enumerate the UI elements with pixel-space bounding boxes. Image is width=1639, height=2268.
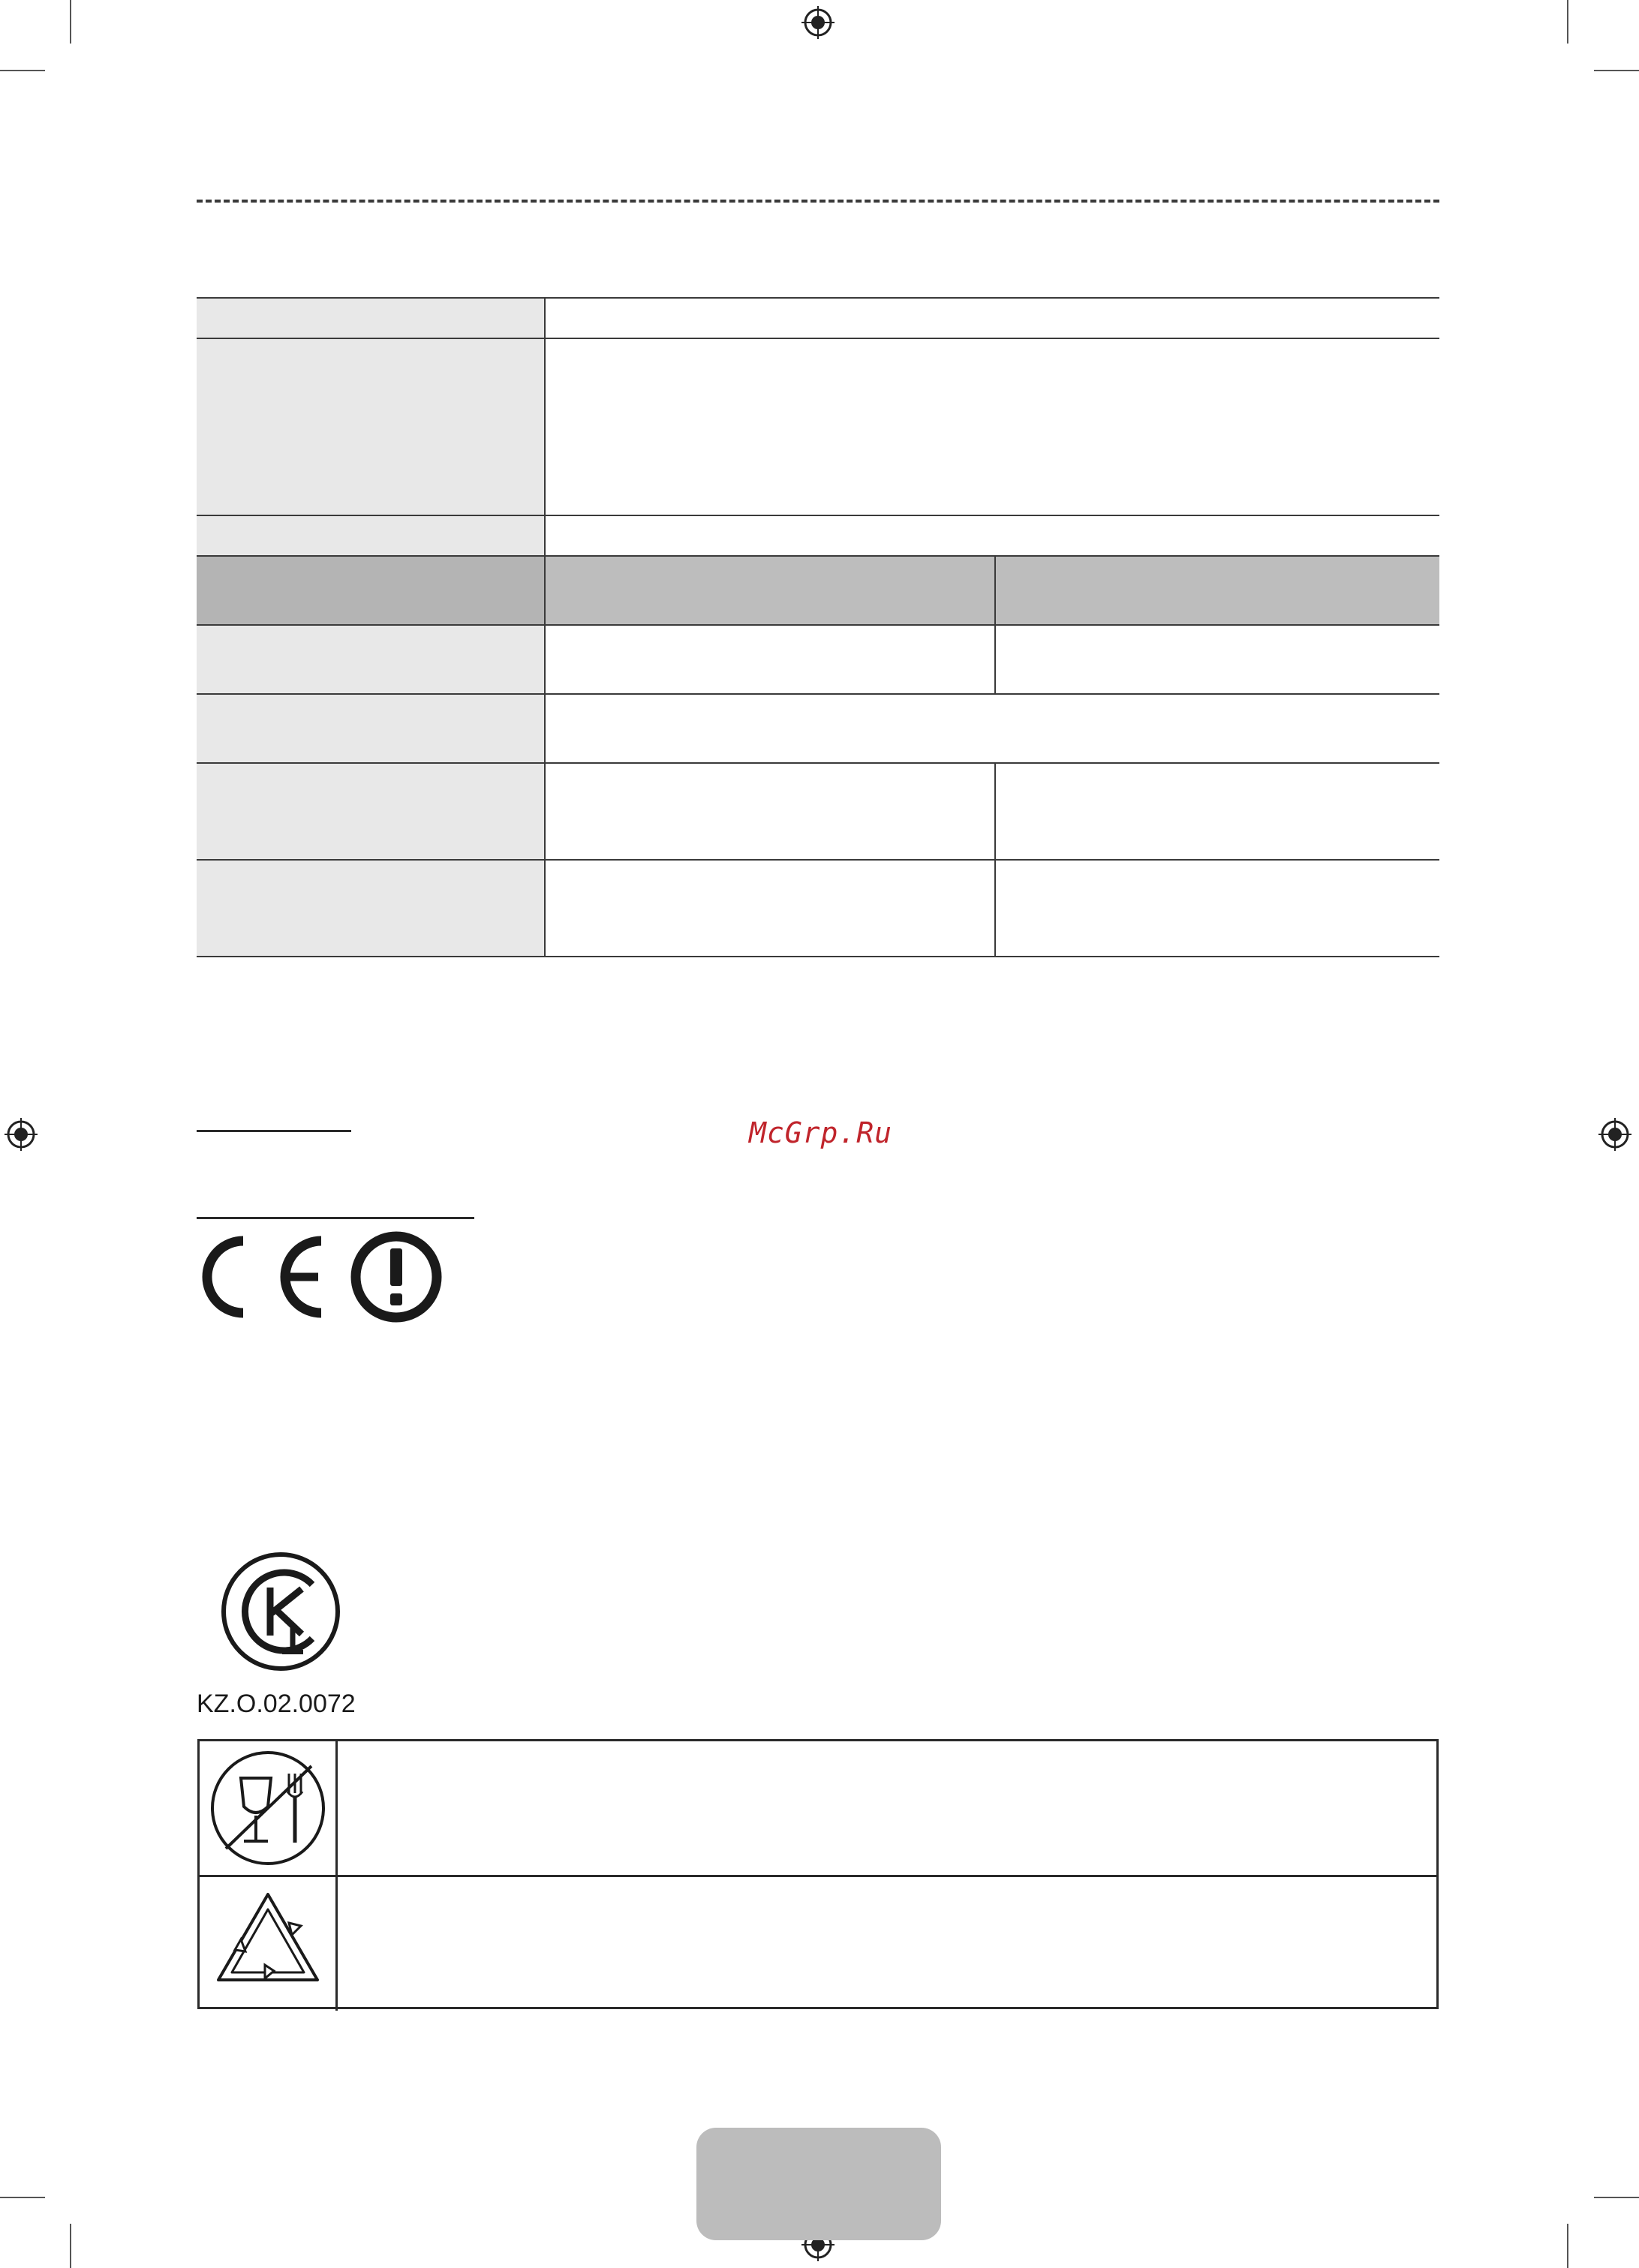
heading-underline <box>197 1130 351 1132</box>
registration-mark-icon <box>801 6 835 39</box>
spec-value-cell <box>545 860 995 957</box>
spec-row <box>197 860 1439 957</box>
crop-mark-top-right-v <box>1567 0 1568 44</box>
spec-row <box>197 515 1439 556</box>
spec-table <box>197 297 1439 957</box>
not-for-food-contact-icon <box>208 1748 328 1868</box>
symbol-cell <box>200 1877 338 2011</box>
crop-mark-bottom-right-h <box>1594 2197 1639 2198</box>
crop-mark-bottom-left-h <box>0 2197 45 2198</box>
spec-label-cell <box>197 298 545 338</box>
spec-header-cell <box>545 556 995 625</box>
spec-value-cell <box>545 694 1439 763</box>
symbol-row <box>200 1741 1436 1877</box>
spec-value-cell <box>995 860 1439 957</box>
certificate-code: KZ.O.02.0072 <box>197 1690 356 1718</box>
spec-label-cell <box>197 860 545 957</box>
page-number-tab <box>696 2128 941 2240</box>
spec-label-cell <box>197 625 545 694</box>
spec-label-cell <box>197 515 545 556</box>
spec-label-cell <box>197 763 545 860</box>
registration-mark-icon <box>1598 1118 1631 1151</box>
symbol-table <box>197 1739 1439 2009</box>
spec-value-cell <box>545 625 995 694</box>
spec-label-cell <box>197 338 545 515</box>
spec-value-cell <box>995 625 1439 694</box>
recycle-triangle-icon <box>208 1884 328 2004</box>
spec-row <box>197 338 1439 515</box>
spec-header-row <box>197 556 1439 625</box>
spec-value-cell <box>545 338 1439 515</box>
spec-header-cell <box>197 556 545 625</box>
crop-mark-top-left-v <box>70 0 71 44</box>
spec-value-cell <box>995 763 1439 860</box>
crop-mark-top-right-h <box>1594 70 1639 71</box>
spec-value-cell <box>545 298 1439 338</box>
watermark-text: McGrp.Ru <box>749 1116 893 1149</box>
spec-value-cell <box>545 515 1439 556</box>
heading-underline <box>197 1217 474 1219</box>
crop-mark-bottom-right-v <box>1567 2224 1568 2268</box>
spec-label-cell <box>197 694 545 763</box>
symbol-cell <box>200 1741 338 1875</box>
kz-certification-icon <box>219 1550 342 1673</box>
spec-row <box>197 625 1439 694</box>
spec-row <box>197 694 1439 763</box>
spec-row <box>197 298 1439 338</box>
crop-mark-top-left-h <box>0 70 45 71</box>
registration-mark-icon <box>5 1118 38 1151</box>
spec-value-cell <box>545 763 995 860</box>
crop-mark-bottom-left-v <box>70 2224 71 2268</box>
section-divider <box>197 200 1439 203</box>
symbol-row <box>200 1877 1436 2011</box>
spec-row <box>197 763 1439 860</box>
alert-exclamation-icon <box>350 1230 443 1323</box>
spec-header-cell <box>995 556 1439 625</box>
ce-mark-icon <box>197 1230 324 1323</box>
